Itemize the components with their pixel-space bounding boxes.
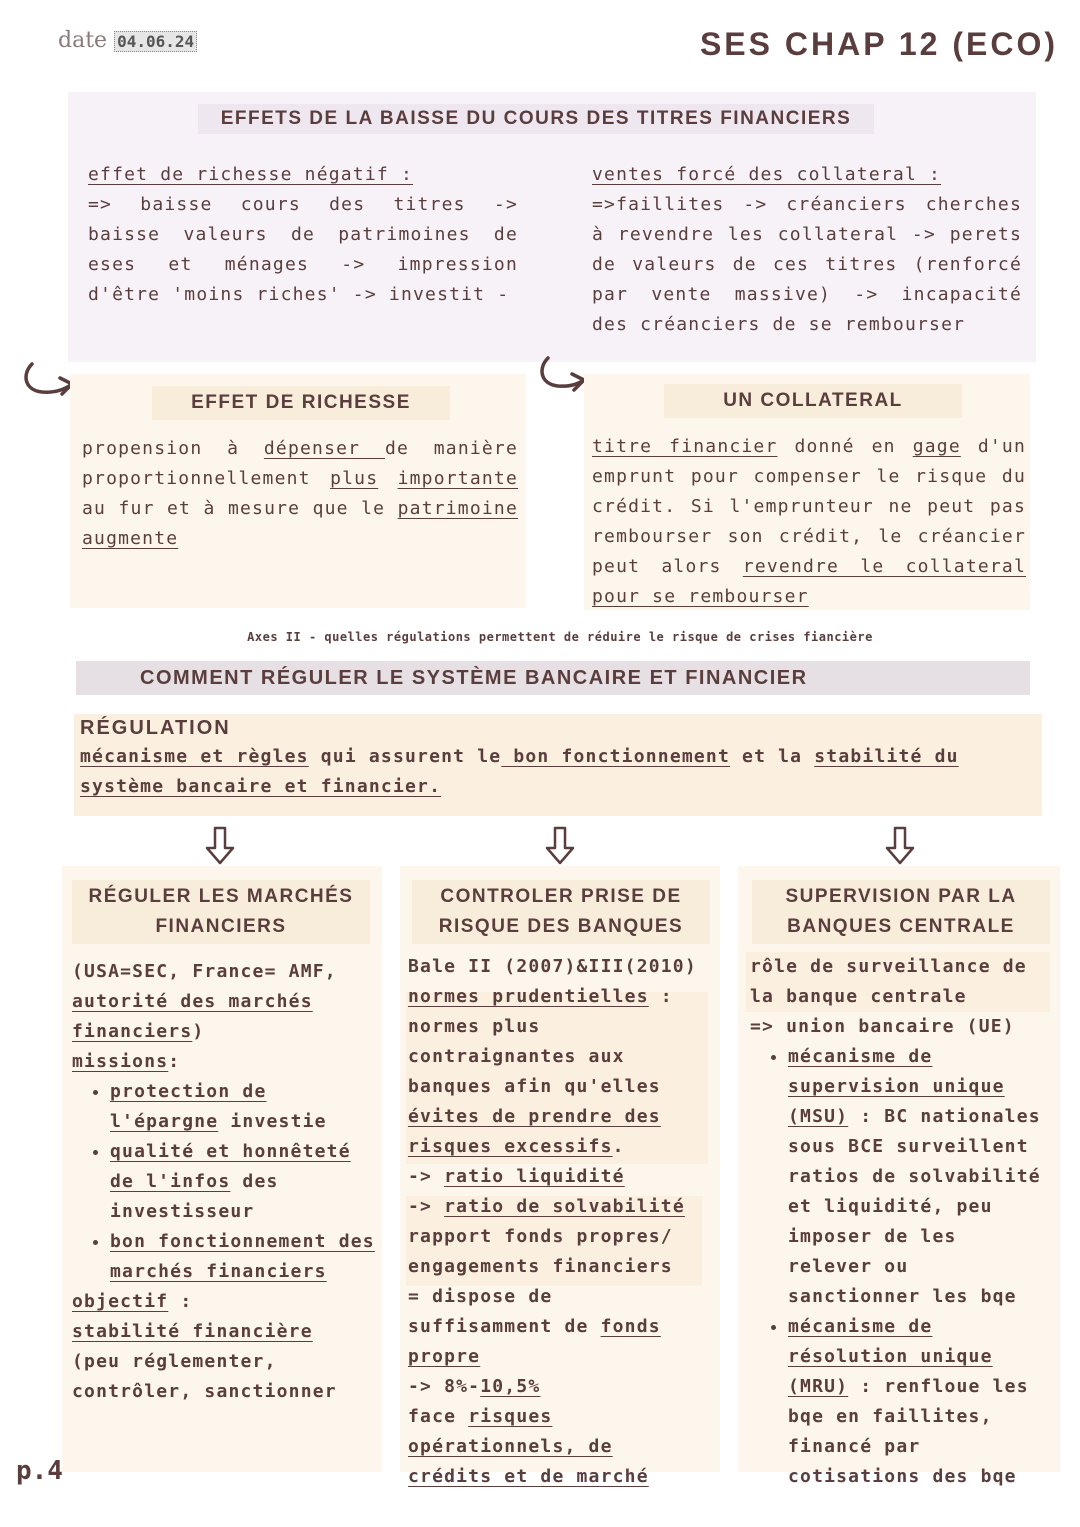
underlined: titre financier [592, 436, 778, 457]
negative-wealth-title: effet de richesse négatif : [88, 164, 413, 185]
underlined: objectif [72, 1291, 169, 1312]
underlined: plus [330, 468, 379, 489]
underlined: mécanisme de résolution unique (MRU) [788, 1316, 993, 1397]
text: = dispose de suffisamment de [408, 1286, 601, 1337]
text: : [168, 1051, 181, 1072]
list-item [788, 1312, 1050, 1492]
text: : renfloue les bqe en faillites, financé par cotisations des bqe [788, 1376, 1029, 1487]
text: : [168, 1291, 193, 1312]
underlined: qualité et honnêteté de l'infos [110, 1141, 351, 1192]
liquidity-ratio [408, 1162, 708, 1192]
missions-line [72, 1047, 378, 1077]
underlined: revendre le collateral pour se rembourser [592, 556, 1026, 607]
text: d'un emprunt pour compenser le risque du crédit. Si l'emprunteur ne peut pas rembourser son crédit, le créancier peut alors [592, 436, 1026, 577]
equity-line [408, 1282, 708, 1372]
list-item [110, 1227, 378, 1287]
text: donné en [777, 436, 913, 457]
text: qui assurent le [308, 746, 502, 767]
forced-sales-title: ventes forcé des collateral : [592, 164, 942, 185]
percent-line [408, 1372, 708, 1402]
text: investie [218, 1111, 327, 1132]
missions-list [72, 1077, 378, 1287]
axis-note: Axes II - quelles régulations permettent de réduire le risque de crises fiancière [247, 630, 873, 644]
effects-left [88, 160, 518, 310]
underlined: évites de prendre des risques excessifs [408, 1106, 661, 1157]
negative-wealth-text: => baisse cours des titres -> baisse valeurs de patrimoines de eses et ménages -> impression d'être 'moins riches' -> investit - [88, 194, 518, 305]
risks-line [408, 1402, 708, 1492]
markets-text [72, 957, 378, 1407]
mechanisms-list [750, 1042, 1050, 1492]
underlined: mécanisme de supervision unique (MSU) [788, 1046, 1005, 1127]
text: et la [730, 746, 815, 767]
down-arrow-icon [204, 826, 236, 866]
section-title: COMMENT RÉGULER LE SYSTÈME BANCAIRE ET FINANCIER [76, 661, 1030, 695]
banks-text [408, 952, 708, 1492]
solvency-ratio [408, 1192, 708, 1222]
underlined: stabilité du système bancaire et financier. [80, 746, 959, 797]
banks-title: CONTROLER PRISE DE RISQUE DES BANQUES [412, 880, 710, 944]
underlined: augmente [82, 528, 179, 549]
markets-l1: (USA=SEC, France= AMF, [72, 961, 337, 982]
markets-l2 [72, 987, 378, 1047]
markets-title: RÉGULER LES MARCHÉS FINANCIERS [72, 880, 370, 944]
collateral-title: UN COLLATERAL [664, 384, 962, 418]
ratio-definition: rapport fonds propres/ engagements financiers [408, 1226, 673, 1277]
underlined: fonds propre [408, 1316, 661, 1367]
date-line [58, 28, 197, 53]
down-arrow-icon [544, 826, 576, 866]
forced-sales-text: =>faillites -> créanciers cherches à revendre les collateral -> perets de valeurs de ces titres (renforcé par vente massive) -> incapacité des créanciers de se rembourser [592, 194, 1022, 335]
date-label: date [58, 28, 108, 53]
banking-union-line: => union bancaire (UE) [750, 1016, 1015, 1037]
wealth-effect-text [82, 434, 518, 554]
underlined: ratio liquidité [444, 1166, 625, 1187]
surveillance-line: rôle de surveillance de la banque centrale [750, 956, 1027, 1007]
underlined: patrimoine [397, 498, 518, 519]
text: ) [192, 1021, 205, 1042]
underlined: autorité des marchés financiers [72, 991, 313, 1042]
text: : [648, 986, 673, 1007]
stricter-norms: normes plus contraignantes aux banques afin qu'elles [408, 1016, 661, 1097]
avoid-risk-line [408, 1102, 708, 1162]
underlined: gage [912, 436, 961, 457]
page-title: SES CHAP 12 (ECO) [699, 26, 1058, 62]
regulation-title: RÉGULATION [80, 717, 231, 739]
regulation-text [80, 742, 1030, 802]
underlined: mécanisme et règles [80, 746, 309, 767]
collateral-text [592, 432, 1026, 612]
text: -> 8%- [408, 1376, 481, 1397]
text: au fur et à mesure que le [82, 498, 398, 519]
list-item [788, 1042, 1050, 1312]
text: -> [408, 1166, 445, 1187]
underlined: bon fonctionnement des marchés financiers [110, 1231, 375, 1282]
underlined: bon fonctionnement [501, 746, 730, 767]
underlined: ratio de solvabilité [444, 1196, 685, 1217]
objectif-line [72, 1287, 378, 1317]
text [378, 468, 397, 489]
list-item [110, 1077, 378, 1137]
effects-title: EFFETS DE LA BAISSE DU COURS DES TITRES FINANCIERS [198, 104, 874, 134]
objectif-value: stabilité financière [72, 1321, 313, 1342]
underlined: protection de l'épargne [110, 1081, 267, 1132]
underlined: risques opérationnels, de crédits et de marché [408, 1406, 649, 1487]
text: propension à [82, 438, 264, 459]
text: : BC nationales sous BCE surveillent ratios de solvabilité et liquidité, peu imposer de les relever ou sanctionner les bqe [788, 1106, 1041, 1307]
page-number: p.4 [16, 1456, 63, 1486]
wealth-effect-title: EFFET DE RICHESSE [152, 386, 450, 420]
text: de manière proportionnellement [82, 438, 519, 489]
text: des investisseur [110, 1171, 279, 1222]
list-item [110, 1137, 378, 1227]
prudential-line [408, 982, 708, 1012]
text: -> [408, 1196, 445, 1217]
underlined: 10,5% [480, 1376, 541, 1397]
underlined: dépenser [263, 438, 385, 459]
basel-line: Bale II (2007)&III(2010) [408, 956, 697, 977]
underlined: normes prudentielles [408, 986, 649, 1007]
effects-right [592, 160, 1022, 340]
markets-end: (peu réglementer, contrôler, sanctionner [72, 1351, 337, 1402]
down-arrow-icon [884, 826, 916, 866]
central-bank-text [750, 952, 1050, 1492]
underlined: missions [72, 1051, 169, 1072]
text: . [612, 1136, 625, 1157]
central-bank-title: SUPERVISION PAR LA BANQUES CENTRALE [752, 880, 1050, 944]
text: face [408, 1406, 469, 1427]
underlined: importante [397, 468, 518, 489]
date-value: 04.06.24 [114, 31, 197, 52]
